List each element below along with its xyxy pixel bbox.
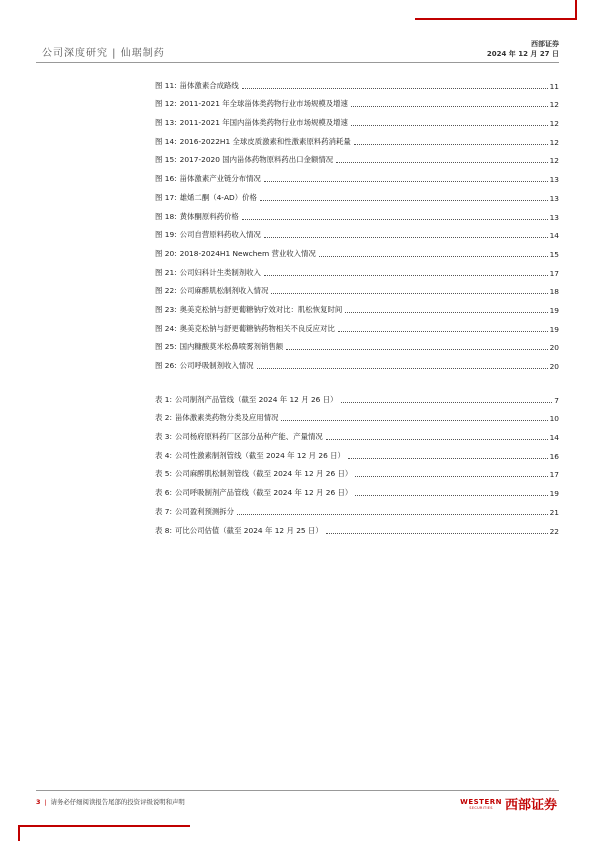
figure-entry-number: 图 13: [155, 118, 177, 128]
figure-entry-page: 12 [549, 100, 559, 110]
table-entry-page: 7 [554, 395, 559, 405]
figure-entry-number: 图 25: [155, 342, 177, 352]
figure-entry[interactable] [155, 72, 559, 91]
table-entry[interactable] [155, 498, 559, 517]
dot-leader [355, 495, 547, 496]
dot-leader [319, 256, 548, 257]
dot-leader [260, 200, 548, 201]
dot-leader [336, 162, 547, 163]
figure-entry-page: 13 [549, 193, 559, 203]
figure-entry[interactable] [155, 315, 559, 334]
table-entry-number: 表 4: [155, 450, 172, 460]
figure-entry-title: 国内糠酸莫米松鼻喷雾剂销售额 [179, 342, 284, 352]
figure-entry[interactable] [155, 109, 559, 128]
figure-entry-page: 12 [549, 137, 559, 147]
corner-decoration-bottom-left [18, 825, 190, 841]
header-brand-block [487, 39, 559, 59]
disclaimer-text: 请务必仔细阅读报告尾部的投资评级说明和声明 [50, 798, 185, 806]
table-entry-title: 公司制剂产品管线（截至 2024 年 12 月 26 日） [174, 394, 338, 404]
dot-leader [355, 476, 547, 477]
dot-leader [351, 125, 548, 126]
figure-entry-title: 公司呼吸制剂收入情况 [179, 361, 254, 370]
table-entry-number: 表 8: [155, 525, 172, 535]
table-entry-number: 表 6: [155, 488, 172, 498]
dot-leader [257, 368, 548, 369]
table-entry-page: 10 [549, 414, 559, 424]
dot-leader [351, 106, 548, 107]
table-entry-title: 公司盈利预测拆分 [174, 506, 235, 516]
dot-leader [338, 331, 548, 332]
table-entry[interactable] [155, 461, 559, 480]
dot-leader [242, 88, 548, 89]
figure-entry[interactable] [155, 259, 559, 278]
figure-entry-number: 图 21: [155, 267, 177, 277]
table-entry[interactable] [155, 479, 559, 498]
header-divider [36, 62, 559, 63]
report-category: 公司深度研究 | 仙琚制药 [42, 48, 165, 59]
figure-entry-page: 13 [549, 212, 559, 222]
figure-entry-number: 图 20: [155, 248, 177, 258]
corner-decoration-top-right [415, 0, 577, 20]
figure-entry-page: 11 [549, 81, 559, 91]
figure-index [155, 72, 559, 371]
dot-leader [345, 312, 547, 313]
dot-leader [237, 514, 548, 515]
figure-entry-title: 公司麻醉肌松制剂收入情况 [179, 286, 269, 296]
figure-entry-number: 图 11: [155, 80, 177, 90]
figure-entry[interactable] [155, 128, 559, 147]
dot-leader [264, 181, 548, 182]
footer-divider [36, 790, 559, 791]
figure-entry-title: 公司妇科计生类制剂收入 [179, 267, 261, 277]
table-entry-number: 表 7: [155, 506, 172, 516]
figure-entry-page: 17 [549, 268, 559, 278]
table-entry-number: 表 1: [155, 394, 172, 404]
table-entry[interactable] [155, 386, 559, 405]
figure-entry-number: 图 24: [155, 323, 177, 333]
dot-leader [341, 402, 553, 403]
table-entry[interactable] [155, 423, 559, 442]
table-entry[interactable] [155, 517, 559, 536]
figure-entry[interactable] [155, 352, 559, 371]
page-number: 3 [36, 798, 41, 806]
figure-entry-page: 12 [549, 119, 559, 129]
footer-note: 3 | 请务必仔细阅读报告尾部的投资评级说明和声明 [36, 798, 185, 806]
table-entry-page: 14 [549, 433, 559, 443]
figure-entry-page: 19 [549, 324, 559, 334]
table-index [155, 386, 559, 536]
figure-entry-number: 图 22: [155, 286, 177, 296]
table-entry-title: 公司杨府原料药厂区部分品种产能、产量情况 [174, 432, 323, 442]
table-entry-number: 表 2: [155, 413, 172, 423]
table-entry[interactable] [155, 442, 559, 461]
western-securities-logo [460, 794, 557, 813]
figure-entry-page: 18 [549, 287, 559, 297]
figure-entry-number: 图 19: [155, 230, 177, 240]
figure-entry-number: 图 26: [155, 361, 177, 370]
dot-leader [354, 144, 548, 145]
figure-entry-title: 黄体酮原料药价格 [179, 211, 239, 221]
logo-english: WESTERN [460, 797, 502, 806]
table-entry-title: 公司性激素制剂管线（截至 2024 年 12 月 26 日） [174, 450, 345, 460]
figure-entry-page: 19 [549, 305, 559, 315]
dot-leader [326, 533, 548, 534]
figure-entry-page: 20 [549, 362, 559, 371]
figure-entry-number: 图 18: [155, 211, 177, 221]
table-entry[interactable] [155, 405, 559, 424]
figure-entry-number: 图 16: [155, 174, 177, 184]
figure-entry-title: 2016-2022H1 全球皮质激素和性激素原料药消耗量 [179, 136, 351, 146]
dot-leader [286, 349, 547, 350]
table-entry-page: 22 [549, 526, 559, 536]
table-entry-page: 16 [549, 451, 559, 461]
logo-chinese: 西部证券 [504, 798, 557, 813]
figure-entry-number: 图 15: [155, 155, 177, 165]
dot-leader [264, 237, 548, 238]
logo-subtitle: SECURITIES [469, 805, 493, 810]
figure-entry[interactable] [155, 91, 559, 110]
figure-entry-title: 甾体激素合成路线 [179, 80, 239, 90]
figure-entry[interactable] [155, 222, 559, 241]
dot-leader [348, 458, 548, 459]
figure-entry-number: 图 17: [155, 192, 177, 202]
table-entry-page: 21 [549, 507, 559, 517]
figure-entry-title: 公司自营原料药收入情况 [179, 230, 261, 240]
table-entry-page: 19 [549, 489, 559, 499]
figure-entry-number: 图 12: [155, 99, 177, 109]
figure-entry[interactable] [155, 147, 559, 166]
figure-entry-title: 2018-2024H1 Newchem 营业收入情况 [179, 248, 316, 258]
figure-entry[interactable] [155, 203, 559, 222]
dot-leader [271, 293, 547, 294]
figure-entry[interactable] [155, 184, 559, 203]
figure-entry-title: 甾体激素产业链分布情况 [179, 174, 261, 184]
figure-entry[interactable] [155, 240, 559, 259]
header-brand: 西部证券 [531, 40, 559, 48]
figure-entry-page: 15 [549, 249, 559, 259]
figure-entry-number: 图 14: [155, 136, 177, 146]
figure-entry-title: 奥美克松钠与舒更葡糖钠药物相关不良反应对比 [179, 323, 335, 333]
table-entry-title: 公司呼吸制剂产品管线（截至 2024 年 12 月 26 日） [174, 488, 353, 498]
figure-entry[interactable] [155, 334, 559, 353]
figure-entry-title: 雄烯二酮（4-AD）价格 [179, 192, 257, 202]
dot-leader [326, 439, 548, 440]
logo-mark [460, 798, 502, 810]
figure-entry-page: 20 [549, 343, 559, 353]
figure-entry-title: 奥美克松钠与舒更葡糖钠疗效对比：肌松恢复时间 [179, 304, 343, 314]
table-entry-page: 17 [549, 470, 559, 480]
figure-entry-page: 12 [549, 156, 559, 166]
figure-entry-title: 2017-2020 国内甾体药物原料药出口金额情况 [179, 155, 334, 165]
table-entry-title: 公司麻醉肌松制剂管线（截至 2024 年 12 月 26 日） [174, 469, 353, 479]
figure-entry[interactable] [155, 278, 559, 297]
figure-entry-page: 14 [549, 231, 559, 241]
figure-entry-title: 2011-2021 年国内甾体类药物行业市场规模及增速 [179, 118, 348, 128]
table-entry-title: 甾体激素类药物分类及应用情况 [174, 413, 279, 423]
figure-entry-title: 2011-2021 年全球甾体类药物行业市场规模及增速 [179, 99, 348, 109]
dot-leader [242, 219, 548, 220]
dot-leader [281, 420, 547, 421]
figure-entry[interactable] [155, 165, 559, 184]
figure-entry-page: 13 [549, 175, 559, 185]
dot-leader [264, 275, 548, 276]
figure-entry[interactable] [155, 296, 559, 315]
report-date: 2024 年 12 月 27 日 [486, 50, 559, 58]
figure-entry-number: 图 23: [155, 304, 177, 314]
table-entry-title: 可比公司估值（截至 2024 年 12 月 25 日） [174, 525, 323, 535]
table-entry-number: 表 3: [155, 432, 172, 442]
table-entry-number: 表 5: [155, 469, 172, 479]
